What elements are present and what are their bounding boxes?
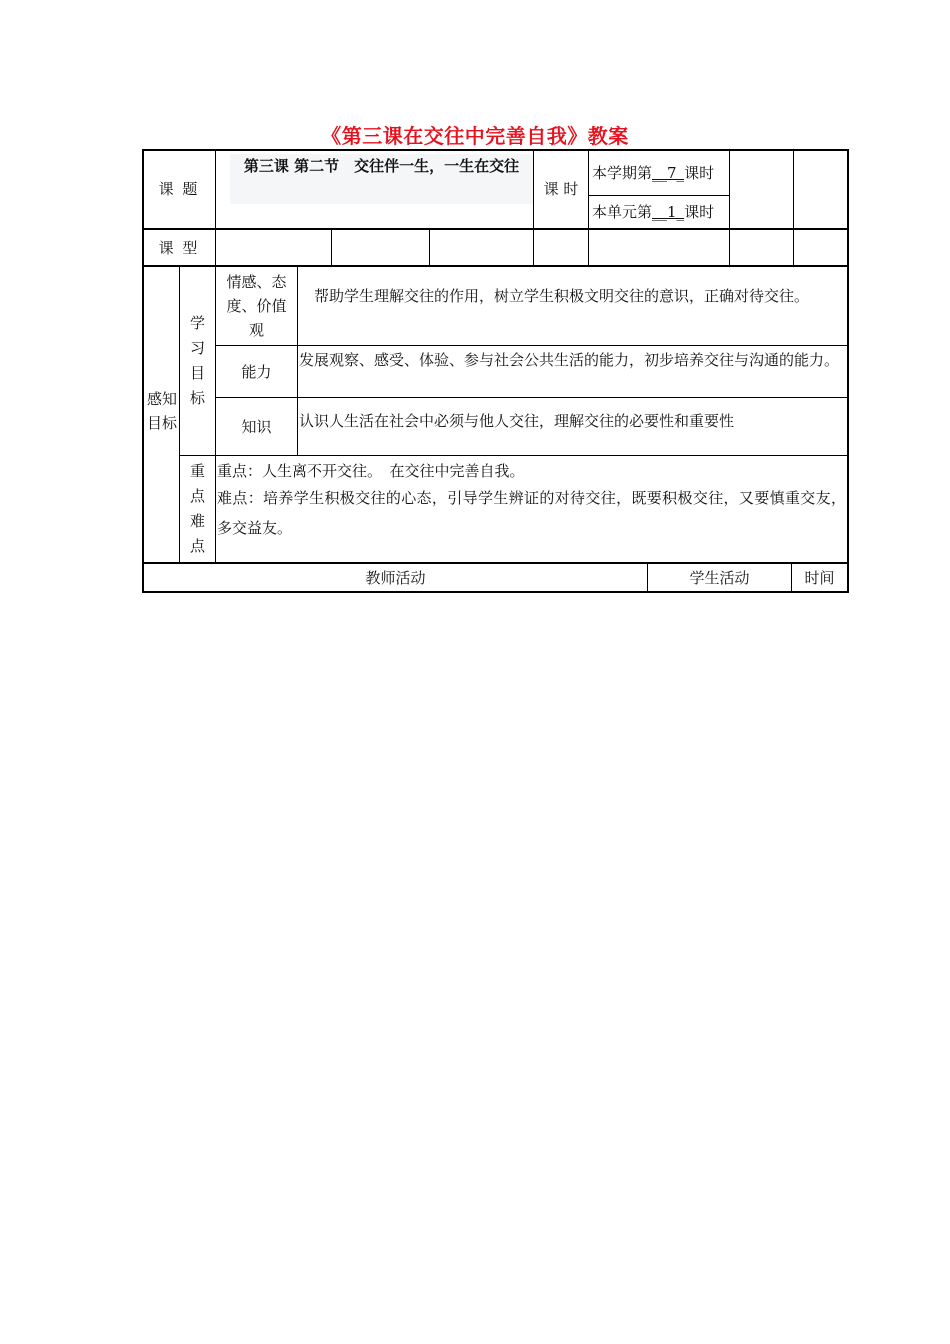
topic-label: 课 题 [158, 180, 200, 198]
difficult-point-text: 难点：培养学生积极交往的心态，引导学生辨证的对待交往，既要积极交往，又要慎重交友，多交益友。 [217, 489, 846, 537]
objective-label-attitude: 情感、态度、价值观 [226, 273, 287, 339]
study-goal-label: 学习目标 [189, 313, 205, 407]
term-suffix: 课时 [684, 164, 715, 182]
key-point-text: 重点：人生离不开交往。 在交往中完善自我。 [217, 462, 525, 480]
time-header: 时间 [804, 568, 835, 587]
objective-label-knowledge: 知识 [241, 417, 272, 436]
objective-text-attitude: 帮助学生理解交往的作用，树立学生积极文明交往的意识，正确对待交往。 [314, 287, 810, 305]
objective-label-ability: 能力 [241, 362, 272, 381]
term-period [592, 152, 729, 194]
term-prefix: 本学期第 [592, 164, 653, 182]
unit-prefix: 本单元第 [592, 203, 653, 221]
lesson-title: 第三课 第二节 交往伴一生，一生在交往 [230, 154, 533, 204]
student-activity-header: 学生活动 [689, 568, 750, 587]
teacher-activity-header: 教师活动 [365, 568, 426, 587]
document-title: 《第三课在交往中完善自我》教案 [321, 124, 629, 148]
objective-text-knowledge: 认识人生活在社会中必须与他人交往，理解交往的必要性和重要性 [299, 412, 735, 430]
unit-period [592, 196, 729, 228]
unit-suffix: 课时 [684, 203, 715, 221]
unit-value: __1_ [652, 203, 685, 221]
period-label: 课 时 [543, 180, 579, 198]
term-value: __7_ [652, 164, 685, 182]
key-difficult-label: 重点难点 [189, 462, 205, 555]
objective-text-ability: 发展观察、感受、体验、参与社会公共生活的能力，初步培养交往与沟通的能力。 [299, 351, 840, 369]
perception-goal-label: 感知目标 [146, 390, 177, 432]
type-label: 课 型 [158, 238, 200, 257]
